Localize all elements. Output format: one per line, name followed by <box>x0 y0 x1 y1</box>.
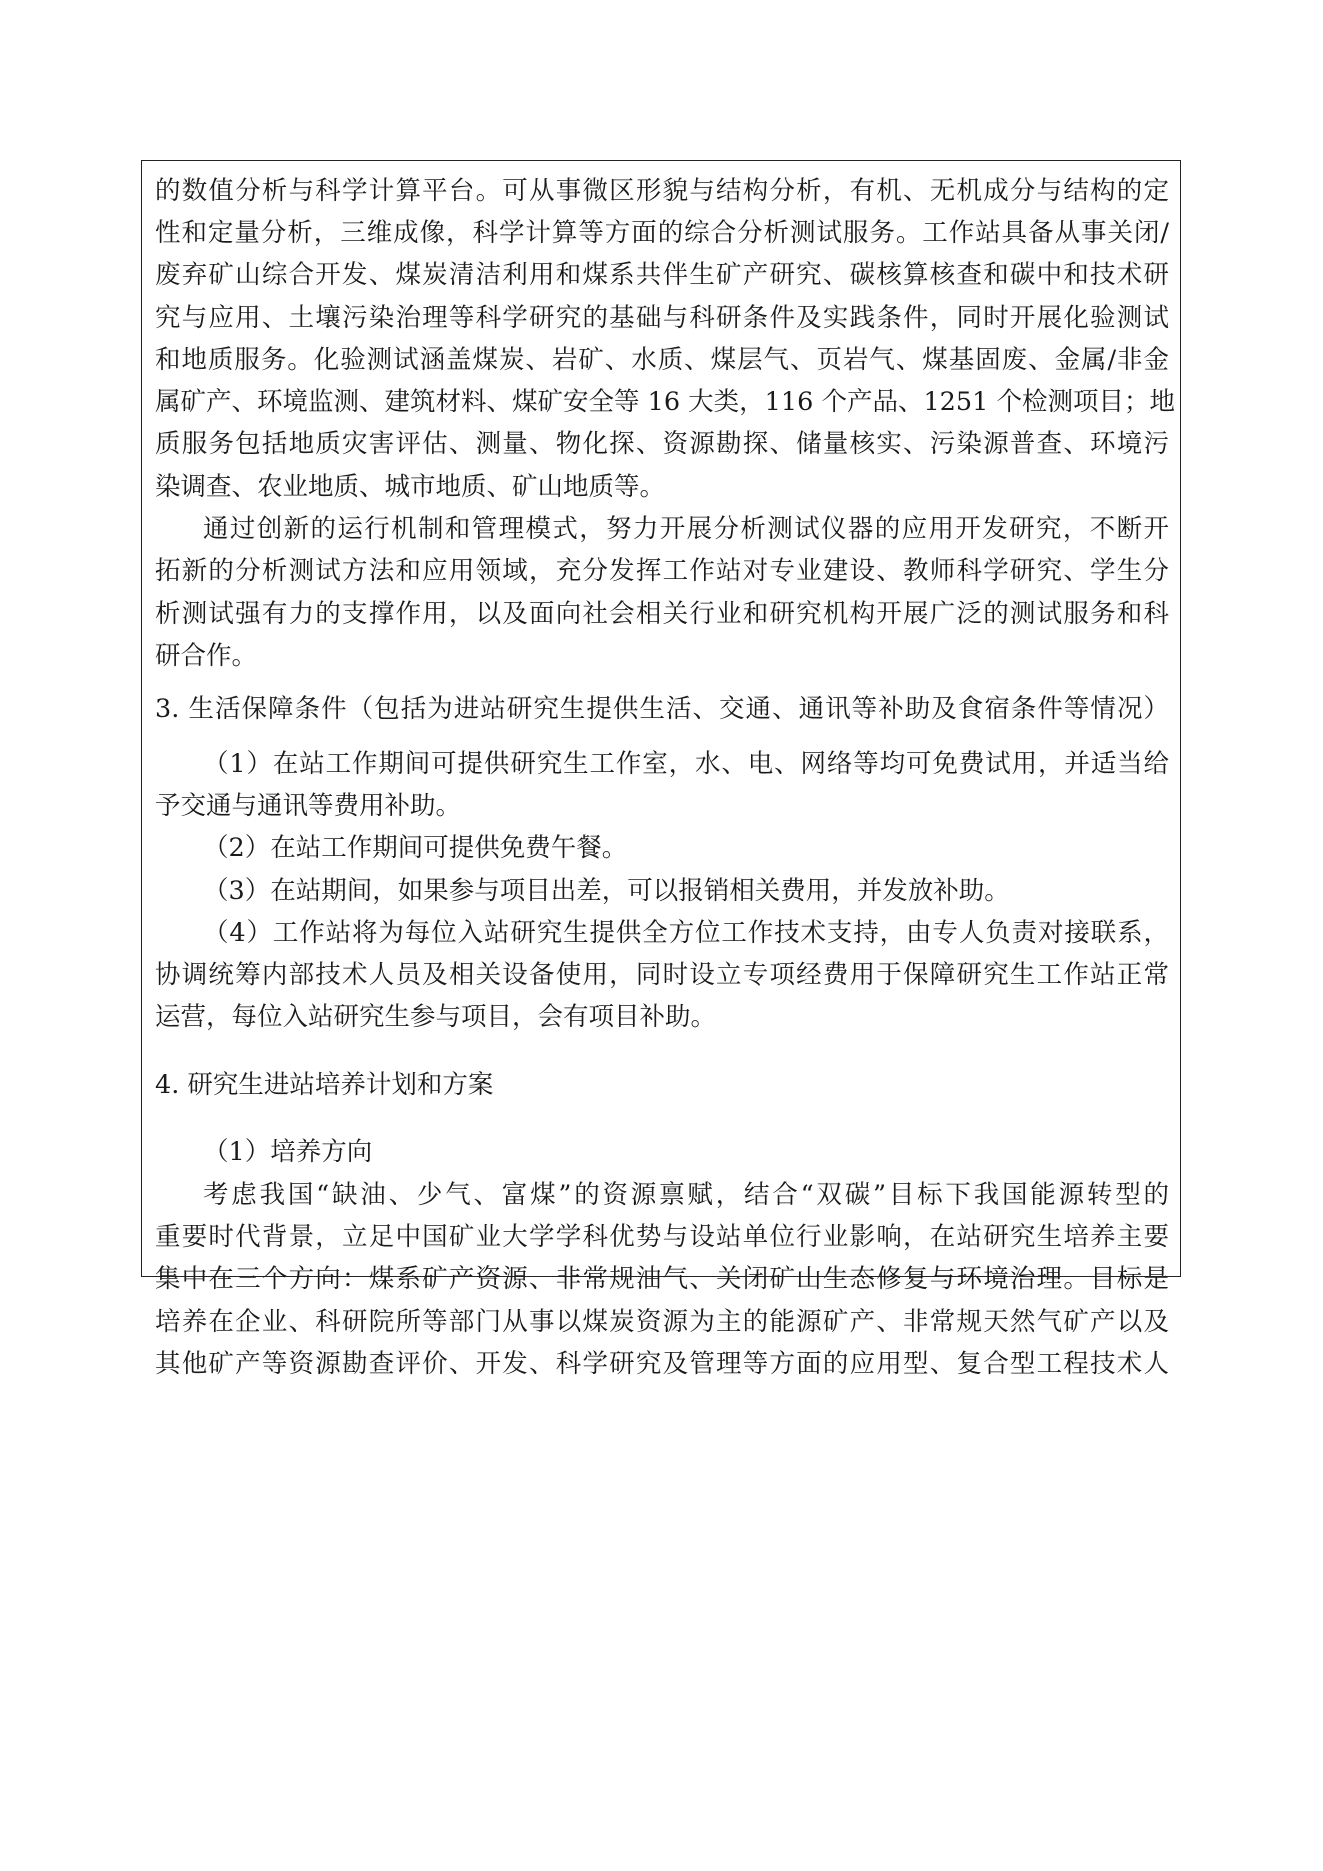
list-item-1: （1）在站工作期间可提供研究生工作室，水、电、网络等均可免费试用，并适当给 <box>203 749 1169 779</box>
text-line: 其他矿产等资源勘查评价、开发、科学研究及管理等方面的应用型、复合型工程技术人 <box>155 1349 1169 1379</box>
section-3-heading: 3. 生活保障条件（包括为进站研究生提供生活、交通、通讯等补助及食宿条件等情况） <box>155 694 1169 724</box>
text-line: 考虑我国“缺油、少气、富煤”的资源禀赋，结合“双碳”目标下我国能源转型的 <box>203 1180 1169 1210</box>
text-line: 属矿产、环境监测、建筑材料、煤矿安全等 16 大类，116 个产品、1251 个检测项目；地 <box>155 387 1175 417</box>
text-line: 重要时代背景，立足中国矿业大学学科优势与设站单位行业影响，在站研究生培养主要 <box>155 1222 1169 1252</box>
list-item-4: （4）工作站将为每位入站研究生提供全方位工作技术支持，由专人负责对接联系， <box>203 918 1169 948</box>
list-item-4-cont: 协调统筹内部技术人员及相关设备使用，同时设立专项经费用于保障研究生工作站正常 <box>155 960 1169 990</box>
text-line: 染调查、农业地质、城市地质、矿山地质等。 <box>155 472 666 502</box>
list-item-4-cont: 运营，每位入站研究生参与项目，会有项目补助。 <box>155 1002 717 1032</box>
text-line: 性和定量分析，三维成像，科学计算等方面的综合分析测试服务。工作站具备从事关闭/ <box>155 218 1169 248</box>
list-item-1-cont: 予交通与通讯等费用补助。 <box>155 791 462 821</box>
text-line: 通过创新的运行机制和管理模式，努力开展分析测试仪器的应用开发研究，不断开 <box>203 514 1169 544</box>
subsection-heading: （1）培养方向 <box>203 1137 373 1167</box>
text-line: 拓新的分析测试方法和应用领域，充分发挥工作站对专业建设、教师科学研究、学生分 <box>155 556 1169 586</box>
text-line: 研合作。 <box>155 641 258 671</box>
text-line: 究与应用、土壤污染治理等科学研究的基础与科研条件及实践条件，同时开展化验测试 <box>155 303 1169 333</box>
list-item-2: （2）在站工作期间可提供免费午餐。 <box>203 833 628 863</box>
text-line: 的数值分析与科学计算平台。可从事微区形貌与结构分析，有机、无机成分与结构的定 <box>155 176 1169 206</box>
text-line: 集中在三个方向：煤系矿产资源、非常规油气、关闭矿山生态修复与环境治理。目标是 <box>155 1264 1169 1294</box>
text-line: 培养在企业、科研院所等部门从事以煤炭资源为主的能源矿产、非常规天然气矿产以及 <box>155 1307 1169 1337</box>
list-item-3: （3）在站期间，如果参与项目出差，可以报销相关费用，并发放补助。 <box>203 876 1010 906</box>
text-line: 析测试强有力的支撑作用，以及面向社会相关行业和研究机构开展广泛的测试服务和科 <box>155 599 1169 629</box>
text-line: 和地质服务。化验测试涵盖煤炭、岩矿、水质、煤层气、页岩气、煤基固废、金属/非金 <box>155 345 1169 375</box>
section-4-heading: 4. 研究生进站培养计划和方案 <box>155 1070 494 1100</box>
text-line: 废弃矿山综合开发、煤炭清洁利用和煤系共伴生矿产研究、碳核算核查和碳中和技术研 <box>155 260 1169 290</box>
text-line: 质服务包括地质灾害评估、测量、物化探、资源勘探、储量核实、污染源普查、环境污 <box>155 429 1169 459</box>
